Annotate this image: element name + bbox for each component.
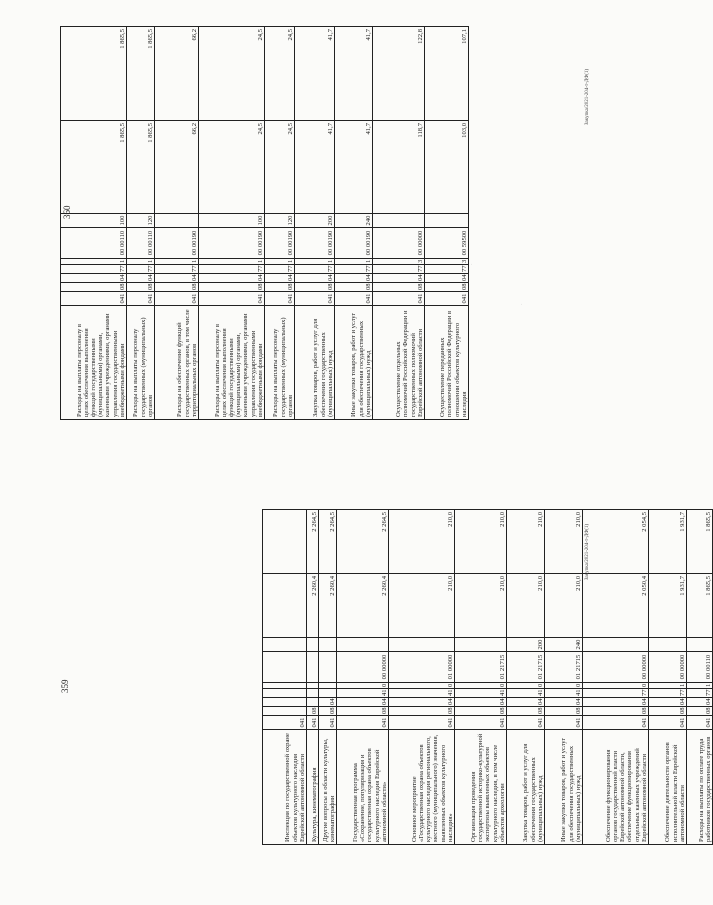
row-label: Расходы на выплаты персоналу государственных (муниципальных) органов <box>265 306 295 420</box>
code-cell: 041 <box>127 292 155 306</box>
amount-cell: 41,7 <box>295 27 335 121</box>
code-cell: 00 59500 <box>425 228 469 259</box>
amount-cell: 210,0 <box>455 510 507 574</box>
code-cell: 00 00000 <box>337 652 389 683</box>
amount-cell: 66,2 <box>155 27 199 121</box>
code-cell: 1 <box>265 259 295 265</box>
code-cell <box>263 698 307 707</box>
amount-cell: 107,1 <box>425 27 469 121</box>
amount-cell: 210,0 <box>455 574 507 638</box>
code-cell: 01 21715 <box>455 652 507 683</box>
code-cell: 0 <box>583 683 649 689</box>
table-body-360 <box>61 27 469 420</box>
code-cell: 1 <box>295 259 335 265</box>
code-cell: 00 00000 <box>583 652 649 683</box>
code-cell: 200 <box>295 214 335 228</box>
code-cell: 120 <box>127 214 155 228</box>
code-cell: 00 00190 <box>335 228 373 259</box>
code-cell: 0 <box>455 683 507 689</box>
code-cell <box>263 638 307 652</box>
code-cell: 04 <box>455 698 507 707</box>
code-cell <box>687 638 713 652</box>
code-cell: 1 <box>687 683 713 689</box>
code-cell: 77 <box>155 265 199 274</box>
code-cell: 0 <box>389 683 455 689</box>
amount-cell: 2 260,4 <box>319 574 337 638</box>
scan-noise: · <box>520 303 525 305</box>
amount-cell: 2 264,5 <box>307 510 319 574</box>
row-label: Расходы на выплаты персоналу в целях обеспечения выполнения функций государственными (муниципальными) органами, казенными учреждениями, органами управления государственными внебюджетными фондами <box>199 306 265 420</box>
code-cell: 041 <box>335 292 373 306</box>
code-cell: 041 <box>425 292 469 306</box>
code-cell <box>319 638 337 652</box>
code-cell: 77 <box>335 265 373 274</box>
amount-cell: 2 054,5 <box>583 510 649 574</box>
code-cell: 041 <box>199 292 265 306</box>
amount-cell: 122,8 <box>373 27 425 121</box>
code-cell: 00 00000 <box>649 652 687 683</box>
code-cell: 041 <box>507 716 545 730</box>
row-label: Осуществление переданных полномочий Российской Федерации в отношении объектов культурного наследия <box>425 306 469 420</box>
code-cell: 00 00110 <box>687 652 713 683</box>
code-cell: 04 <box>389 698 455 707</box>
code-cell: 041 <box>263 716 307 730</box>
table-row <box>373 27 425 420</box>
page-footer: Закупка/2021-204-т-ДФ(1) <box>585 68 590 125</box>
code-cell <box>389 638 455 652</box>
code-cell: 041 <box>265 292 295 306</box>
code-cell: 04 <box>199 274 265 283</box>
code-cell <box>263 689 307 698</box>
table-row <box>295 27 335 420</box>
code-cell <box>307 652 319 683</box>
amount-cell: 1 865,5 <box>61 27 127 121</box>
row-label: Расходы на выплаты персоналу государственных (муниципальных) органов <box>127 306 155 420</box>
code-cell: 04 <box>127 274 155 283</box>
code-cell: 041 <box>545 716 583 730</box>
code-cell: 08 <box>687 707 713 716</box>
code-cell <box>307 683 319 689</box>
code-cell <box>319 683 337 689</box>
table-row <box>263 510 307 845</box>
scan-noise: · <box>470 263 475 265</box>
code-cell: 08 <box>295 283 335 292</box>
code-cell: 041 <box>583 716 649 730</box>
code-cell: 77 <box>295 265 335 274</box>
code-cell: 041 <box>373 292 425 306</box>
code-cell: 04 <box>649 698 687 707</box>
code-cell: 41 <box>545 689 583 698</box>
amount-cell: 210,0 <box>545 510 583 574</box>
table-body-359 <box>263 510 713 845</box>
page-number: 360 <box>62 205 72 219</box>
code-cell <box>307 689 319 698</box>
code-cell: 04 <box>155 274 199 283</box>
amount-cell: 103,0 <box>425 121 469 214</box>
table-row <box>687 510 713 845</box>
code-cell: 240 <box>335 214 373 228</box>
row-label: Инспекция по государственной охране объектов культурного наследия Еврейской автономной области <box>263 730 307 845</box>
code-cell: 41 <box>507 689 545 698</box>
code-cell: 77 <box>199 265 265 274</box>
amount-cell <box>263 510 307 574</box>
code-cell: 04 <box>507 698 545 707</box>
code-cell <box>319 689 337 698</box>
code-cell: 04 <box>545 698 583 707</box>
table-row <box>199 27 265 420</box>
code-cell <box>155 214 199 228</box>
amount-cell: 210,0 <box>389 510 455 574</box>
code-cell: 1 <box>335 259 373 265</box>
code-cell: 04 <box>373 274 425 283</box>
row-label: Закупка товаров, работ и услуг для обеспечения государственных (муниципальных) нужд <box>507 730 545 845</box>
amount-cell: 66,2 <box>155 121 199 214</box>
code-cell: 041 <box>455 716 507 730</box>
amount-cell: 24,5 <box>265 27 295 121</box>
code-cell: 01 21715 <box>545 652 583 683</box>
table-row <box>61 27 127 420</box>
code-cell: 0 <box>337 683 389 689</box>
code-cell <box>319 652 337 683</box>
table-row <box>335 27 373 420</box>
budget-table-360 <box>60 26 469 420</box>
code-cell: 041 <box>155 292 199 306</box>
amount-cell: 1 865,5 <box>127 121 155 214</box>
code-cell: 04 <box>335 274 373 283</box>
code-cell <box>455 638 507 652</box>
code-cell: 1 <box>155 259 199 265</box>
code-cell <box>307 698 319 707</box>
amount-cell: 2 264,5 <box>319 510 337 574</box>
code-cell <box>307 638 319 652</box>
code-cell: 08 <box>199 283 265 292</box>
code-cell <box>263 652 307 683</box>
amount-cell: 41,7 <box>335 121 373 214</box>
code-cell: 100 <box>199 214 265 228</box>
code-cell: 04 <box>425 274 469 283</box>
page-number: 359 <box>60 679 70 693</box>
row-label: Расходы на обеспечение функций государственных органов, в том числе территориальных органов <box>155 306 199 420</box>
amount-cell: 1 865,5 <box>127 27 155 121</box>
code-cell: 0 <box>507 683 545 689</box>
code-cell: 00 00190 <box>199 228 265 259</box>
code-cell: 00 00190 <box>295 228 335 259</box>
code-cell <box>337 638 389 652</box>
code-cell: 08 <box>337 707 389 716</box>
row-label: Иные закупки товаров, работ и услуг для обеспечения государственных (муниципальных) нужд <box>545 730 583 845</box>
code-cell: 0 <box>545 683 583 689</box>
row-label: Обеспечение функционирования органов государственной власти Еврейской автономной области, обеспечение функционирования отдельных казенных учреждений Еврейской автономной области <box>583 730 649 845</box>
table-row <box>265 27 295 420</box>
amount-cell: 2 264,5 <box>337 510 389 574</box>
amount-cell: 24,5 <box>265 121 295 214</box>
code-cell: 041 <box>61 292 127 306</box>
code-cell: 08 <box>425 283 469 292</box>
code-cell: 00 00190 <box>155 228 199 259</box>
code-cell: 77 <box>687 689 713 698</box>
row-label: Другие вопросы в области культуры, кинематографии <box>319 730 337 845</box>
code-cell: 041 <box>649 716 687 730</box>
table-row <box>127 27 155 420</box>
amount-cell: 118,7 <box>373 121 425 214</box>
code-cell: 77 <box>61 265 127 274</box>
table-row <box>337 510 389 845</box>
table-row <box>389 510 455 845</box>
code-cell <box>263 683 307 689</box>
amount-cell: 24,5 <box>199 121 265 214</box>
code-cell: 08 <box>389 707 455 716</box>
code-cell: 08 <box>61 283 127 292</box>
code-cell: 04 <box>337 698 389 707</box>
code-cell <box>649 638 687 652</box>
row-label: Закупка товаров, работ и услуг для обеспечения государственных (муниципальных) нужд <box>295 306 335 420</box>
budget-table-359 <box>262 509 713 845</box>
code-cell: 08 <box>507 707 545 716</box>
amount-cell: 210,0 <box>507 574 545 638</box>
code-cell: 04 <box>295 274 335 283</box>
code-cell: 04 <box>687 698 713 707</box>
code-cell: 08 <box>335 283 373 292</box>
table-row <box>319 510 337 845</box>
code-cell: 00 00110 <box>61 228 127 259</box>
table-row <box>425 27 469 420</box>
amount-cell: 41,7 <box>295 121 335 214</box>
code-cell: 04 <box>265 274 295 283</box>
code-cell: 04 <box>583 698 649 707</box>
page-359 <box>0 455 712 905</box>
code-cell: 08 <box>319 707 337 716</box>
code-cell: 41 <box>455 689 507 698</box>
code-cell: 08 <box>265 283 295 292</box>
row-label: Культура, кинематография <box>307 730 319 845</box>
code-cell: 77 <box>649 689 687 698</box>
row-label: Организация проведения государственной историко-культурной экспертизы выявленных объектов культурного наследия, в том числе объектов археологии <box>455 730 507 845</box>
row-label: Иные закупки товаров, работ и услуг для обеспечения государственных (муниципальных) нужд <box>335 306 373 420</box>
code-cell: 77 <box>583 689 649 698</box>
amount-cell: 210,0 <box>545 574 583 638</box>
code-cell: 01 21715 <box>507 652 545 683</box>
row-label: Расходы на выплаты персоналу в целях обеспечения выполнения функций государственными (муниципальными) органами, казенными учреждениями, органами управления государственными внебюджетными фондами <box>61 306 127 420</box>
amount-cell: 1 931,7 <box>649 510 687 574</box>
table-row <box>507 510 545 845</box>
code-cell <box>263 707 307 716</box>
code-cell: 77 <box>127 265 155 274</box>
code-cell: 041 <box>687 716 713 730</box>
row-label: Осуществление отдельных полномочий Российской Федерации и государственных полномочий Еврейской автономной области <box>373 306 425 420</box>
code-cell: 08 <box>127 283 155 292</box>
code-cell: 200 <box>507 638 545 652</box>
code-cell: 08 <box>373 283 425 292</box>
table-row <box>307 510 319 845</box>
code-cell: 1 <box>199 259 265 265</box>
code-cell <box>373 214 425 228</box>
code-cell: 041 <box>319 716 337 730</box>
table-row <box>583 510 649 845</box>
code-cell: 77 <box>425 265 469 274</box>
code-cell: 041 <box>295 292 335 306</box>
code-cell: 041 <box>389 716 455 730</box>
page-360 <box>0 0 639 455</box>
code-cell: 1 <box>649 683 687 689</box>
amount-cell: 41,7 <box>335 27 373 121</box>
amount-cell: 210,0 <box>389 574 455 638</box>
code-cell: 41 <box>337 689 389 698</box>
code-cell: 3 <box>373 259 425 265</box>
row-label: Основное мероприятие «Государственная охрана объектов культурного наследия регионального, местного (муниципального) значения, выявленных объектов культурного наследия» <box>389 730 455 845</box>
code-cell: 77 <box>373 265 425 274</box>
amount-cell: 24,5 <box>199 27 265 121</box>
code-cell: 08 <box>455 707 507 716</box>
code-cell: 3 <box>425 259 469 265</box>
code-cell: 240 <box>545 638 583 652</box>
code-cell: 1 <box>61 259 127 265</box>
page-footer: Закупка/2021-204-т-ДФ(1) <box>585 523 590 580</box>
code-cell <box>425 214 469 228</box>
code-cell: 04 <box>61 274 127 283</box>
row-label: Государственная программа «Сохранение, популяризация и государственная охрана объектов культурного наследия Еврейской автономной области» <box>337 730 389 845</box>
code-cell: 041 <box>307 716 319 730</box>
code-cell: 1 <box>127 259 155 265</box>
code-cell: 08 <box>155 283 199 292</box>
row-label: Расходы на выплаты по оплате труда работников государственных органов <box>687 730 713 845</box>
table-row <box>545 510 583 845</box>
amount-cell: 2 260,4 <box>307 574 319 638</box>
code-cell: 100 <box>61 214 127 228</box>
code-cell: 041 <box>337 716 389 730</box>
code-cell: 08 <box>583 707 649 716</box>
amount-cell: 210,0 <box>507 510 545 574</box>
code-cell: 08 <box>545 707 583 716</box>
amount-cell: 1 865,5 <box>687 510 713 574</box>
code-cell <box>583 638 649 652</box>
code-cell: 01 00000 <box>389 652 455 683</box>
code-cell: 00 00110 <box>127 228 155 259</box>
amount-cell: 2 260,4 <box>337 574 389 638</box>
table-row <box>155 27 199 420</box>
code-cell: 00 00190 <box>265 228 295 259</box>
table-row <box>649 510 687 845</box>
amount-cell: 1 931,7 <box>649 574 687 638</box>
amount-cell: 1 865,5 <box>687 574 713 638</box>
code-cell: 08 <box>649 707 687 716</box>
code-cell: 120 <box>265 214 295 228</box>
amount-cell <box>263 574 307 638</box>
code-cell: 00 00000 <box>373 228 425 259</box>
code-cell: 04 <box>319 698 337 707</box>
amount-cell: 2 050,4 <box>583 574 649 638</box>
row-label: Обеспечение деятельности органов исполнительной власти Еврейской автономной области <box>649 730 687 845</box>
code-cell: 41 <box>389 689 455 698</box>
table-row <box>455 510 507 845</box>
code-cell: 08 <box>307 707 319 716</box>
code-cell: 77 <box>265 265 295 274</box>
amount-cell: 1 865,5 <box>61 121 127 214</box>
